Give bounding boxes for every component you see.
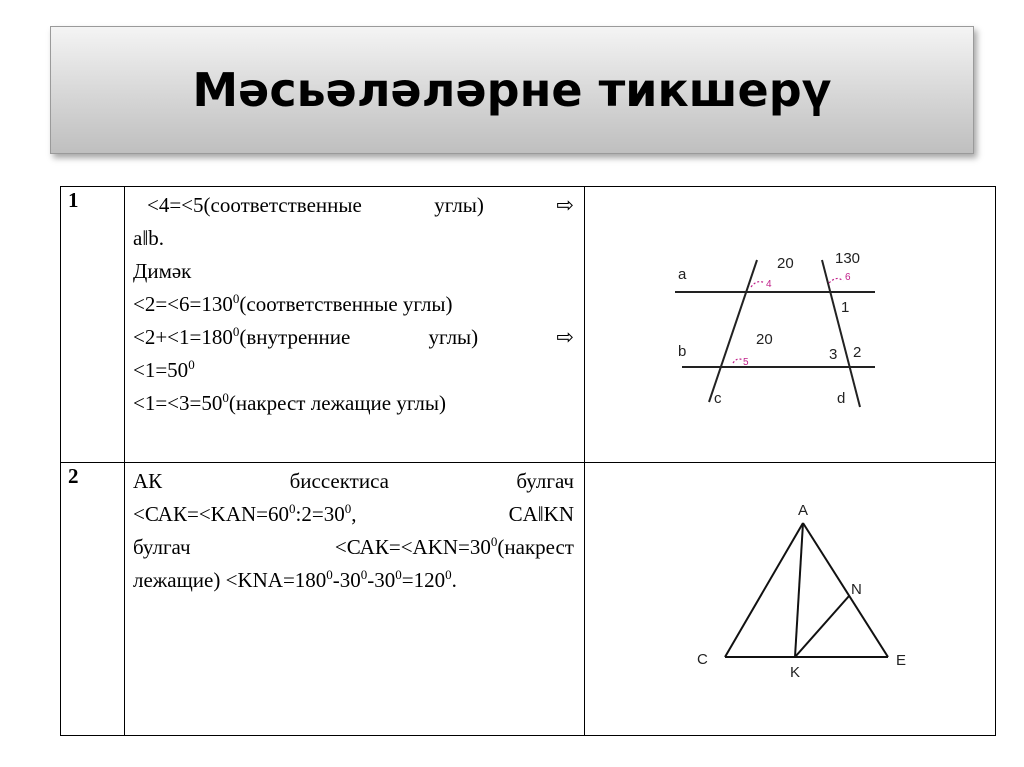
solution-line <box>133 498 574 531</box>
tasks-table <box>60 186 996 736</box>
task-row-1 <box>61 187 996 463</box>
label-E: E <box>896 652 907 669</box>
text-fragment: (внутренние <box>239 325 351 349</box>
solution-line <box>133 222 574 255</box>
segment-CA <box>725 523 803 657</box>
text-fragment: булгач <box>133 535 191 559</box>
degree-mark: 0 <box>326 567 333 582</box>
line-d <box>822 260 860 407</box>
label-b: b <box>678 343 687 360</box>
degree-mark: 0 <box>188 357 195 372</box>
text-fragment: АК <box>133 469 163 493</box>
label-A: A <box>798 502 809 519</box>
triangle-figure <box>585 463 995 730</box>
label-20-mid: 20 <box>756 331 773 348</box>
segment-AE <box>803 523 888 657</box>
text-fragment: CA‖KN <box>508 502 574 526</box>
label-c: c <box>714 390 722 407</box>
degree-mark: 0 <box>222 390 229 405</box>
degree-mark: 0 <box>490 534 498 549</box>
solution-line <box>133 288 574 321</box>
text-fragment: <САК=<KAN=60 <box>133 502 290 526</box>
text-fragment: -30 <box>332 568 361 592</box>
task-solution-text <box>125 463 585 736</box>
degree-mark: 0 <box>360 567 368 582</box>
implies-arrow-icon: ⇨ <box>556 193 574 217</box>
text-fragment: . <box>451 568 457 592</box>
text-fragment: , <box>351 502 357 526</box>
title-banner <box>50 26 974 154</box>
task-number: 2 <box>68 464 79 488</box>
text-fragment: a‖b. <box>133 226 164 250</box>
label-5: 5 <box>743 357 749 368</box>
label-6: 6 <box>845 272 851 283</box>
triangle-figure-cell <box>585 463 996 736</box>
degree-mark: 0 <box>232 324 240 339</box>
label-2: 2 <box>853 344 862 361</box>
solution-line <box>133 387 574 420</box>
angle-5-arc <box>733 359 743 363</box>
label-20-top: 20 <box>777 255 794 272</box>
segment-KN <box>795 596 849 657</box>
angle-6-arc <box>829 278 843 283</box>
text-fragment: :2=30 <box>295 502 345 526</box>
parallel-lines-figure-cell <box>585 187 996 463</box>
solution-line <box>133 564 574 597</box>
solution-line <box>133 465 574 498</box>
text-fragment: углы) <box>434 193 484 217</box>
text-fragment: биссектиса <box>289 469 389 493</box>
text-fragment: <1=<3=50 <box>133 391 223 415</box>
task-solution-text <box>125 187 585 463</box>
implies-arrow-icon: ⇨ <box>556 325 574 349</box>
label-1: 1 <box>841 299 850 316</box>
label-K: K <box>790 664 801 681</box>
task-row-2 <box>61 463 996 736</box>
label-C: C <box>697 651 708 668</box>
task-number-cell <box>61 187 125 463</box>
solution-line <box>133 255 574 288</box>
solution-line <box>133 354 574 387</box>
task-number-cell <box>61 463 125 736</box>
text-fragment: <2=<6=130 <box>133 292 233 316</box>
text-fragment: <2+<1=180 <box>133 325 233 349</box>
angle-4-arc <box>751 282 765 287</box>
text-fragment: <4=<5(соответственные <box>147 193 362 217</box>
text-fragment: (соответственные углы) <box>239 292 453 316</box>
text-fragment: (накрест лежащие углы) <box>228 391 446 415</box>
degree-mark: 0 <box>289 501 296 516</box>
label-d: d <box>837 390 846 407</box>
segment-AK <box>795 523 803 657</box>
label-4: 4 <box>766 279 772 290</box>
line-c <box>709 260 757 402</box>
solution-line <box>133 531 574 564</box>
degree-mark: 0 <box>445 567 452 582</box>
label-3: 3 <box>829 346 838 363</box>
slide-title: Мәсьәләләрне тикшерү <box>192 63 832 117</box>
text-fragment: <1=50 <box>133 358 189 382</box>
label-130: 130 <box>835 250 861 267</box>
label-a: a <box>678 266 687 283</box>
text-fragment: (накрест <box>497 535 574 559</box>
degree-mark: 0 <box>344 501 352 516</box>
solution-line <box>133 321 574 354</box>
text-fragment: булгач <box>516 469 574 493</box>
text-fragment: Димәк <box>133 259 192 283</box>
text-fragment: лежащие) <KNA=180 <box>133 568 327 592</box>
parallel-lines-figure <box>585 187 995 457</box>
text-fragment: <САК=<AKN=30 <box>334 535 491 559</box>
solution-line <box>133 189 574 222</box>
degree-mark: 0 <box>395 567 402 582</box>
degree-mark: 0 <box>232 291 240 306</box>
label-N: N <box>851 581 862 598</box>
task-number: 1 <box>68 188 79 212</box>
text-fragment: углы) <box>428 325 479 349</box>
text-fragment: -30 <box>367 568 396 592</box>
text-fragment: =120 <box>401 568 446 592</box>
